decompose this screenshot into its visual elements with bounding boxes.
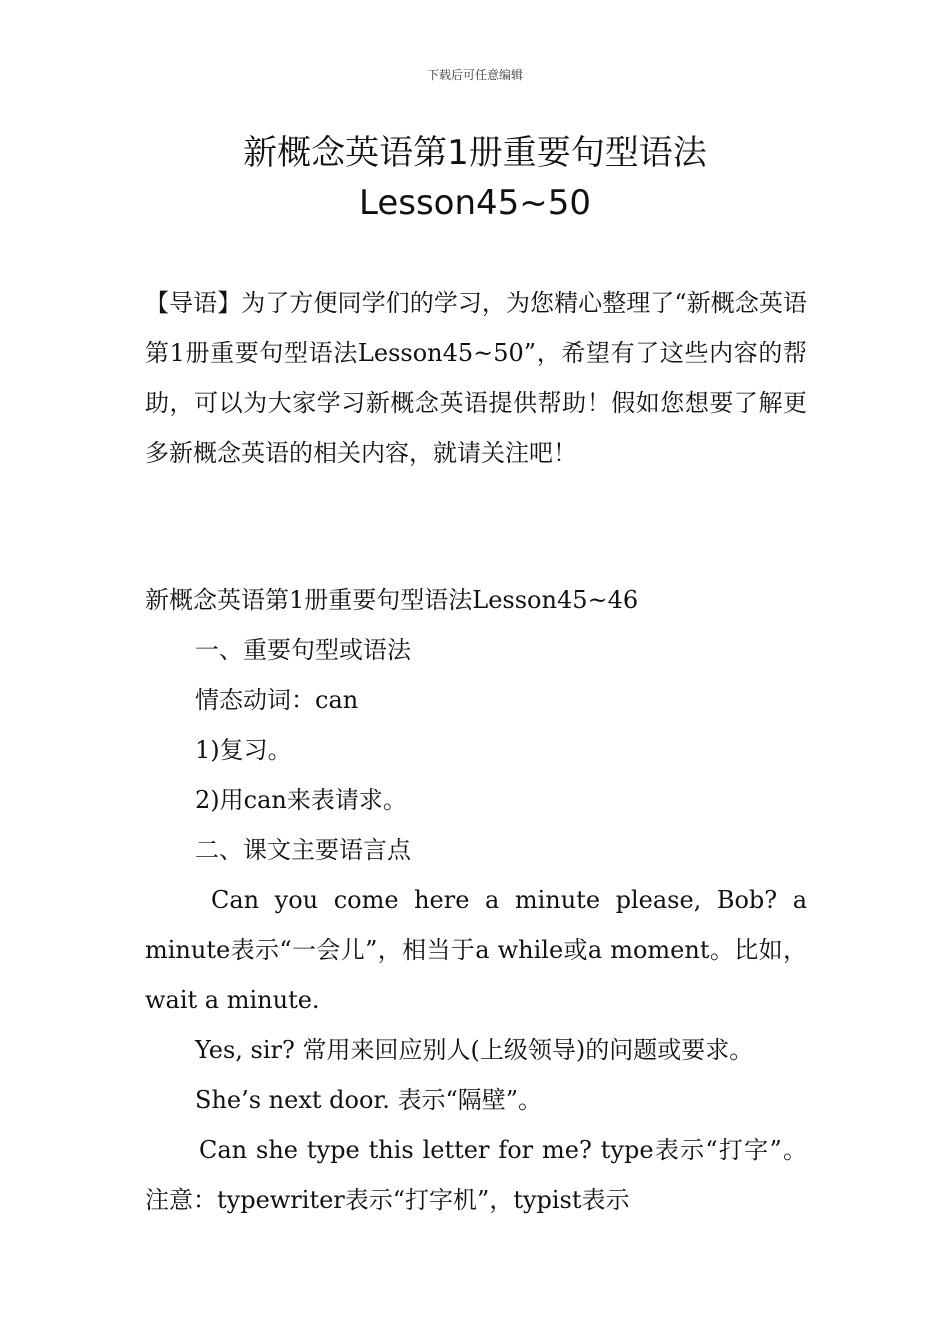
modal-verb-label: 情态动词：can xyxy=(195,686,359,714)
section-heading: 新概念英语第1册重要句型语法Lesson45~46 xyxy=(145,586,639,614)
language-point-2: Yes, sir? 常用来回应别人(上级领导)的问题或要求。 xyxy=(195,1036,754,1064)
language-point-4: Can she type this letter for me? type表示“打字”。注意：typewriter表示“打字机”，typist表示 xyxy=(145,1136,807,1214)
intro-paragraph: 【导语】为了方便同学们的学习，为您精心整理了“新概念英语第1册重要句型语法Lesson45~50”，希望有了这些内容的帮助，可以为大家学习新概念英语提供帮助！假如您想要了解更多新概念英语的相关内容，就请关注吧！ xyxy=(145,289,807,467)
language-point-3: She’s next door. 表示“隔壁”。 xyxy=(195,1086,543,1114)
title-line-1: 新概念英语第1册重要句型语法 xyxy=(243,133,707,173)
title-line-2: Lesson45~50 xyxy=(358,183,592,223)
lesson-section xyxy=(145,575,807,1225)
list-item-1: 1)复习。 xyxy=(195,736,292,764)
part2-heading: 二、课文主要语言点 xyxy=(195,836,411,864)
header-note: 下载后可任意编辑 xyxy=(426,68,523,82)
document-title xyxy=(60,128,890,228)
language-point-1: Can you come here a minute please, Bob? a minute表示“一会儿”，相当于a while或a moment。比如，wait a minute. xyxy=(145,886,807,1014)
list-item-2: 2)用can来表请求。 xyxy=(195,786,407,814)
part1-heading: 一、重要句型或语法 xyxy=(195,636,411,664)
